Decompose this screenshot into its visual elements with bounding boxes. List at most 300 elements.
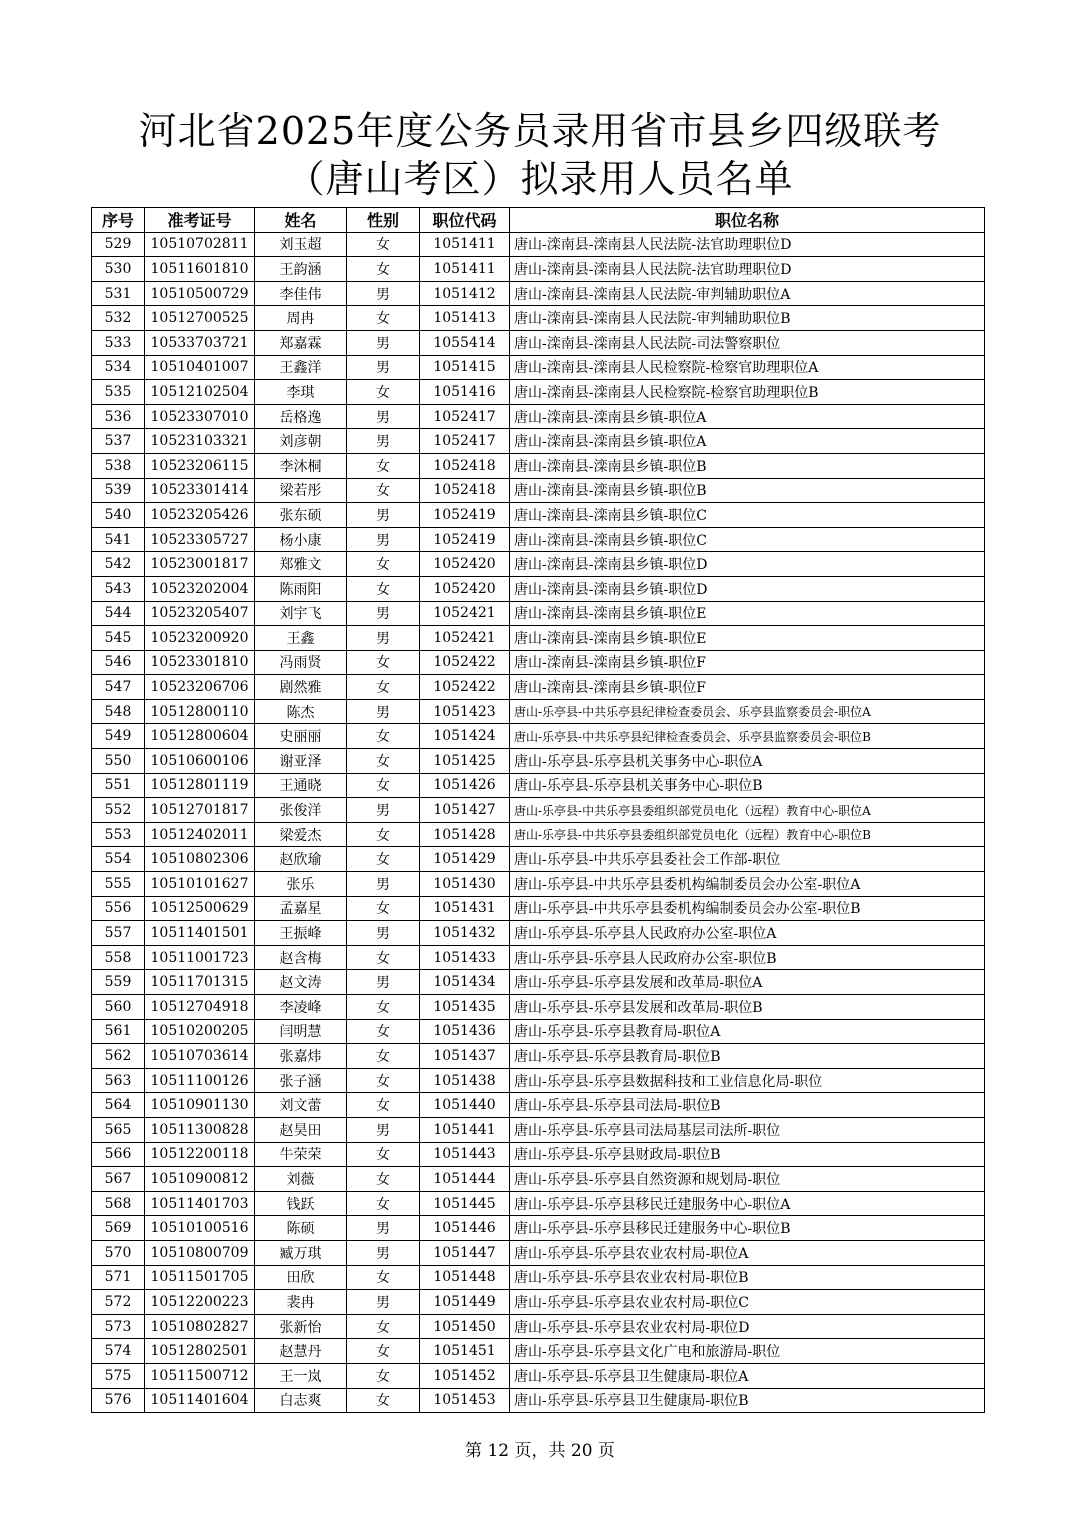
cell-exam-id: 10510500729 [145, 281, 255, 306]
cell-exam-id: 10512701817 [145, 798, 255, 823]
cell-position-name: 唐山-滦南县-滦南县乡镇-职位D [510, 552, 985, 577]
cell-position-code: 1051427 [420, 798, 510, 823]
cell-position-name: 唐山-乐亭县-中共乐亭县委社会工作部-职位 [510, 847, 985, 872]
table-row [92, 921, 985, 946]
cell-serial-no: 529 [92, 232, 145, 257]
cell-gender: 男 [347, 921, 420, 946]
cell-gender: 男 [347, 281, 420, 306]
cell-exam-id: 10523202004 [145, 576, 255, 601]
table-row [92, 749, 985, 774]
cell-exam-id: 10523301810 [145, 650, 255, 675]
cell-gender: 女 [347, 1093, 420, 1118]
cell-serial-no: 530 [92, 257, 145, 282]
cell-name: 刘宇飞 [255, 601, 347, 626]
cell-position-name: 唐山-滦南县-滦南县人民法院-法官助理职位D [510, 232, 985, 257]
cell-gender: 男 [347, 1290, 420, 1315]
cell-position-code: 1051446 [420, 1216, 510, 1241]
cell-position-code: 1052420 [420, 576, 510, 601]
cell-serial-no: 539 [92, 478, 145, 503]
cell-serial-no: 568 [92, 1191, 145, 1216]
cell-gender: 女 [347, 1019, 420, 1044]
cell-position-code: 1051412 [420, 281, 510, 306]
cell-position-name: 唐山-滦南县-滦南县人民检察院-检察官助理职位A [510, 355, 985, 380]
table-row [92, 1191, 985, 1216]
cell-name: 刘薇 [255, 1167, 347, 1192]
cell-name: 剧然雅 [255, 675, 347, 700]
table-row [92, 257, 985, 282]
table-row [92, 1339, 985, 1364]
table-row [92, 281, 985, 306]
cell-position-code: 1051434 [420, 970, 510, 995]
cell-gender: 女 [347, 1068, 420, 1093]
cell-exam-id: 10510802827 [145, 1314, 255, 1339]
table-row [92, 1019, 985, 1044]
table-row [92, 1363, 985, 1388]
cell-position-name: 唐山-滦南县-滦南县人民检察院-检察官助理职位B [510, 380, 985, 405]
cell-exam-id: 10523200920 [145, 626, 255, 651]
cell-name: 赵欣瑜 [255, 847, 347, 872]
cell-name: 张俊洋 [255, 798, 347, 823]
cell-position-name: 唐山-滦南县-滦南县乡镇-职位A [510, 404, 985, 429]
table-row [92, 847, 985, 872]
table-row [92, 404, 985, 429]
cell-exam-id: 10510100516 [145, 1216, 255, 1241]
cell-exam-id: 10523001817 [145, 552, 255, 577]
cell-position-code: 1051441 [420, 1117, 510, 1142]
cell-exam-id: 10511601810 [145, 257, 255, 282]
cell-position-code: 1051451 [420, 1339, 510, 1364]
cell-position-code: 1052418 [420, 453, 510, 478]
cell-position-name: 唐山-滦南县-滦南县人民法院-法官助理职位D [510, 257, 985, 282]
cell-position-code: 1052422 [420, 650, 510, 675]
cell-exam-id: 10510101627 [145, 872, 255, 897]
cell-position-code: 1051437 [420, 1044, 510, 1069]
cell-position-name: 唐山-乐亭县-乐亭县自然资源和规划局-职位 [510, 1167, 985, 1192]
cell-gender: 男 [347, 527, 420, 552]
cell-name: 陈杰 [255, 699, 347, 724]
cell-position-code: 1052419 [420, 527, 510, 552]
cell-exam-id: 10523205407 [145, 601, 255, 626]
cell-exam-id: 10533703721 [145, 330, 255, 355]
cell-name: 赵含梅 [255, 945, 347, 970]
cell-position-name: 唐山-乐亭县-乐亭县农业农村局-职位C [510, 1290, 985, 1315]
cell-name: 赵文涛 [255, 970, 347, 995]
cell-serial-no: 572 [92, 1290, 145, 1315]
table-row [92, 380, 985, 405]
cell-exam-id: 10512500629 [145, 896, 255, 921]
table-row [92, 699, 985, 724]
cell-serial-no: 560 [92, 995, 145, 1020]
cell-exam-id: 10512801119 [145, 773, 255, 798]
cell-serial-no: 570 [92, 1240, 145, 1265]
cell-name: 郑嘉霖 [255, 330, 347, 355]
table-row [92, 970, 985, 995]
cell-gender: 女 [347, 650, 420, 675]
cell-serial-no: 546 [92, 650, 145, 675]
header-position-code: 职位代码 [420, 208, 510, 233]
cell-position-name: 唐山-乐亭县-乐亭县农业农村局-职位A [510, 1240, 985, 1265]
table-row [92, 1142, 985, 1167]
cell-gender: 男 [347, 330, 420, 355]
cell-position-code: 1052419 [420, 503, 510, 528]
cell-serial-no: 563 [92, 1068, 145, 1093]
cell-exam-id: 10510703614 [145, 1044, 255, 1069]
table-row [92, 429, 985, 454]
cell-position-name: 唐山-乐亭县-乐亭县人民政府办公室-职位B [510, 945, 985, 970]
cell-serial-no: 559 [92, 970, 145, 995]
cell-gender: 男 [347, 503, 420, 528]
cell-name: 刘文蕾 [255, 1093, 347, 1118]
cell-position-name: 唐山-乐亭县-乐亭县移民迁建服务中心-职位A [510, 1191, 985, 1216]
cell-position-code: 1052417 [420, 429, 510, 454]
cell-gender: 女 [347, 380, 420, 405]
cell-name: 谢亚泽 [255, 749, 347, 774]
cell-serial-no: 571 [92, 1265, 145, 1290]
cell-gender: 女 [347, 1044, 420, 1069]
cell-position-name: 唐山-滦南县-滦南县乡镇-职位D [510, 576, 985, 601]
cell-exam-id: 10523205426 [145, 503, 255, 528]
cell-exam-id: 10512704918 [145, 995, 255, 1020]
cell-serial-no: 553 [92, 822, 145, 847]
header-gender: 性别 [347, 208, 420, 233]
cell-position-code: 1051447 [420, 1240, 510, 1265]
cell-name: 周冉 [255, 306, 347, 331]
cell-position-code: 1051426 [420, 773, 510, 798]
cell-name: 张新怡 [255, 1314, 347, 1339]
cell-name: 王一岚 [255, 1363, 347, 1388]
cell-position-name: 唐山-乐亭县-乐亭县数据科技和工业信息化局-职位 [510, 1068, 985, 1093]
cell-gender: 女 [347, 945, 420, 970]
cell-gender: 女 [347, 1363, 420, 1388]
cell-serial-no: 548 [92, 699, 145, 724]
cell-position-name: 唐山-滦南县-滦南县乡镇-职位A [510, 429, 985, 454]
cell-position-name: 唐山-滦南县-滦南县乡镇-职位B [510, 453, 985, 478]
cell-name: 白志爽 [255, 1388, 347, 1413]
cell-position-name: 唐山-滦南县-滦南县乡镇-职位E [510, 626, 985, 651]
cell-exam-id: 10523206115 [145, 453, 255, 478]
cell-serial-no: 543 [92, 576, 145, 601]
cell-position-name: 唐山-乐亭县-乐亭县文化广电和旅游局-职位 [510, 1339, 985, 1364]
cell-exam-id: 10511100126 [145, 1068, 255, 1093]
cell-serial-no: 532 [92, 306, 145, 331]
cell-name: 臧万琪 [255, 1240, 347, 1265]
cell-position-code: 1051430 [420, 872, 510, 897]
cell-name: 王韵涵 [255, 257, 347, 282]
cell-gender: 男 [347, 970, 420, 995]
cell-name: 岳格逸 [255, 404, 347, 429]
cell-position-code: 1051411 [420, 257, 510, 282]
cell-exam-id: 10511401703 [145, 1191, 255, 1216]
cell-gender: 女 [347, 232, 420, 257]
table-row [92, 773, 985, 798]
cell-serial-no: 567 [92, 1167, 145, 1192]
cell-position-code: 1051445 [420, 1191, 510, 1216]
cell-position-code: 1051431 [420, 896, 510, 921]
cell-serial-no: 547 [92, 675, 145, 700]
cell-exam-id: 10523103321 [145, 429, 255, 454]
cell-serial-no: 574 [92, 1339, 145, 1364]
cell-name: 陈硕 [255, 1216, 347, 1241]
cell-name: 张东硕 [255, 503, 347, 528]
cell-gender: 男 [347, 601, 420, 626]
cell-position-name: 唐山-乐亭县-乐亭县发展和改革局-职位B [510, 995, 985, 1020]
table-row [92, 896, 985, 921]
cell-position-code: 1051428 [420, 822, 510, 847]
cell-name: 张嘉炜 [255, 1044, 347, 1069]
cell-name: 陈雨阳 [255, 576, 347, 601]
cell-position-name: 唐山-乐亭县-中共乐亭县委组织部党员电化（远程）教育中心-职位B [510, 822, 985, 847]
cell-exam-id: 10512802501 [145, 1339, 255, 1364]
cell-name: 孟嘉星 [255, 896, 347, 921]
header-exam-id: 准考证号 [145, 208, 255, 233]
cell-exam-id: 10512800110 [145, 699, 255, 724]
cell-position-code: 1052417 [420, 404, 510, 429]
cell-exam-id: 10510702811 [145, 232, 255, 257]
cell-serial-no: 536 [92, 404, 145, 429]
cell-serial-no: 554 [92, 847, 145, 872]
cell-exam-id: 10512800604 [145, 724, 255, 749]
cell-serial-no: 544 [92, 601, 145, 626]
table-row [92, 995, 985, 1020]
cell-gender: 女 [347, 1339, 420, 1364]
cell-serial-no: 531 [92, 281, 145, 306]
cell-serial-no: 557 [92, 921, 145, 946]
cell-gender: 男 [347, 699, 420, 724]
cell-name: 郑雅文 [255, 552, 347, 577]
cell-position-code: 1052421 [420, 626, 510, 651]
cell-position-code: 1051413 [420, 306, 510, 331]
table-row [92, 576, 985, 601]
cell-exam-id: 10511401501 [145, 921, 255, 946]
table-row [92, 527, 985, 552]
table-row [92, 872, 985, 897]
table-row [92, 355, 985, 380]
table-row [92, 1093, 985, 1118]
table-row [92, 1290, 985, 1315]
cell-serial-no: 549 [92, 724, 145, 749]
cell-exam-id: 10510600106 [145, 749, 255, 774]
cell-exam-id: 10511001723 [145, 945, 255, 970]
table-header-row [92, 208, 985, 233]
cell-gender: 女 [347, 576, 420, 601]
cell-position-code: 1051415 [420, 355, 510, 380]
cell-serial-no: 562 [92, 1044, 145, 1069]
cell-name: 赵慧丹 [255, 1339, 347, 1364]
cell-position-code: 1051423 [420, 699, 510, 724]
cell-exam-id: 10523307010 [145, 404, 255, 429]
cell-position-code: 1055414 [420, 330, 510, 355]
cell-position-name: 唐山-乐亭县-乐亭县农业农村局-职位D [510, 1314, 985, 1339]
cell-position-name: 唐山-滦南县-滦南县乡镇-职位C [510, 527, 985, 552]
table-row [92, 1068, 985, 1093]
cell-gender: 女 [347, 1191, 420, 1216]
cell-position-name: 唐山-乐亭县-乐亭县人民政府办公室-职位A [510, 921, 985, 946]
document-title-line-1: 河北省2025年度公务员录用省市县乡四级联考 [138, 109, 942, 153]
cell-exam-id: 10511401604 [145, 1388, 255, 1413]
cell-gender: 男 [347, 1216, 420, 1241]
table-row [92, 552, 985, 577]
cell-gender: 女 [347, 552, 420, 577]
cell-position-code: 1051429 [420, 847, 510, 872]
cell-position-name: 唐山-乐亭县-中共乐亭县委机构编制委员会办公室-职位B [510, 896, 985, 921]
cell-name: 裴冉 [255, 1290, 347, 1315]
cell-position-name: 唐山-乐亭县-中共乐亭县纪律检查委员会、乐亭县监察委员会-职位B [510, 724, 985, 749]
cell-exam-id: 10512402011 [145, 822, 255, 847]
cell-serial-no: 566 [92, 1142, 145, 1167]
cell-position-name: 唐山-滦南县-滦南县乡镇-职位E [510, 601, 985, 626]
cell-position-code: 1051433 [420, 945, 510, 970]
cell-gender: 女 [347, 1265, 420, 1290]
table-row [92, 945, 985, 970]
cell-gender: 男 [347, 404, 420, 429]
cell-name: 梁若彤 [255, 478, 347, 503]
cell-position-code: 1051452 [420, 1363, 510, 1388]
table-row [92, 232, 985, 257]
cell-serial-no: 575 [92, 1363, 145, 1388]
cell-gender: 女 [347, 749, 420, 774]
cell-gender: 男 [347, 626, 420, 651]
cell-name: 杨小康 [255, 527, 347, 552]
cell-name: 钱跃 [255, 1191, 347, 1216]
cell-gender: 女 [347, 995, 420, 1020]
cell-gender: 男 [347, 429, 420, 454]
cell-position-code: 1051436 [420, 1019, 510, 1044]
cell-serial-no: 533 [92, 330, 145, 355]
table-row [92, 1044, 985, 1069]
cell-exam-id: 10523301414 [145, 478, 255, 503]
cell-position-name: 唐山-乐亭县-乐亭县卫生健康局-职位B [510, 1388, 985, 1413]
cell-serial-no: 561 [92, 1019, 145, 1044]
cell-gender: 女 [347, 306, 420, 331]
cell-position-name: 唐山-乐亭县-乐亭县司法局基层司法所-职位 [510, 1117, 985, 1142]
cell-exam-id: 10511300828 [145, 1117, 255, 1142]
cell-exam-id: 10511500712 [145, 1363, 255, 1388]
cell-gender: 男 [347, 1117, 420, 1142]
cell-serial-no: 535 [92, 380, 145, 405]
cell-name: 李佳伟 [255, 281, 347, 306]
cell-position-name: 唐山-滦南县-滦南县乡镇-职位B [510, 478, 985, 503]
cell-exam-id: 10510800709 [145, 1240, 255, 1265]
table-row [92, 675, 985, 700]
cell-exam-id: 10512200118 [145, 1142, 255, 1167]
cell-exam-id: 10523305727 [145, 527, 255, 552]
cell-exam-id: 10511501705 [145, 1265, 255, 1290]
cell-serial-no: 552 [92, 798, 145, 823]
cell-gender: 男 [347, 1240, 420, 1265]
cell-name: 张乐 [255, 872, 347, 897]
cell-position-code: 1051450 [420, 1314, 510, 1339]
cell-position-code: 1052421 [420, 601, 510, 626]
cell-serial-no: 558 [92, 945, 145, 970]
cell-gender: 女 [347, 478, 420, 503]
cell-serial-no: 542 [92, 552, 145, 577]
cell-position-code: 1051443 [420, 1142, 510, 1167]
cell-position-code: 1052420 [420, 552, 510, 577]
cell-exam-id: 10511701315 [145, 970, 255, 995]
cell-position-code: 1051444 [420, 1167, 510, 1192]
cell-serial-no: 576 [92, 1388, 145, 1413]
cell-position-name: 唐山-乐亭县-中共乐亭县委机构编制委员会办公室-职位A [510, 872, 985, 897]
cell-name: 史丽丽 [255, 724, 347, 749]
cell-serial-no: 555 [92, 872, 145, 897]
table-row [92, 1314, 985, 1339]
cell-gender: 女 [347, 453, 420, 478]
cell-exam-id: 10510802306 [145, 847, 255, 872]
cell-position-name: 唐山-滦南县-滦南县乡镇-职位F [510, 650, 985, 675]
cell-exam-id: 10512102504 [145, 380, 255, 405]
cell-serial-no: 550 [92, 749, 145, 774]
cell-position-name: 唐山-乐亭县-乐亭县机关事务中心-职位B [510, 773, 985, 798]
cell-gender: 男 [347, 355, 420, 380]
cell-serial-no: 556 [92, 896, 145, 921]
cell-position-name: 唐山-乐亭县-乐亭县发展和改革局-职位A [510, 970, 985, 995]
cell-name: 王振峰 [255, 921, 347, 946]
table-row [92, 822, 985, 847]
page-footer: 第 12 页，共 20 页 [465, 1441, 615, 1461]
cell-position-code: 1052418 [420, 478, 510, 503]
table-row [92, 503, 985, 528]
table-row [92, 650, 985, 675]
table-row [92, 1388, 985, 1413]
cell-position-name: 唐山-滦南县-滦南县人民法院-审判辅助职位A [510, 281, 985, 306]
table-row [92, 1240, 985, 1265]
cell-position-name: 唐山-乐亭县-乐亭县司法局-职位B [510, 1093, 985, 1118]
cell-position-code: 1051448 [420, 1265, 510, 1290]
cell-position-name: 唐山-乐亭县-乐亭县移民迁建服务中心-职位B [510, 1216, 985, 1241]
cell-gender: 女 [347, 822, 420, 847]
cell-gender: 女 [347, 1167, 420, 1192]
cell-position-name: 唐山-乐亭县-乐亭县卫生健康局-职位A [510, 1363, 985, 1388]
cell-name: 梁爱杰 [255, 822, 347, 847]
cell-exam-id: 10512200223 [145, 1290, 255, 1315]
cell-gender: 女 [347, 675, 420, 700]
cell-exam-id: 10512700525 [145, 306, 255, 331]
cell-name: 牛荣荣 [255, 1142, 347, 1167]
table-row [92, 1216, 985, 1241]
cell-gender: 女 [347, 847, 420, 872]
cell-name: 李凌峰 [255, 995, 347, 1020]
cell-exam-id: 10510901130 [145, 1093, 255, 1118]
cell-gender: 女 [347, 257, 420, 282]
cell-position-name: 唐山-乐亭县-中共乐亭县纪律检查委员会、乐亭县监察委员会-职位A [510, 699, 985, 724]
cell-name: 刘玉超 [255, 232, 347, 257]
cell-position-name: 唐山-乐亭县-乐亭县农业农村局-职位B [510, 1265, 985, 1290]
cell-exam-id: 10523206706 [145, 675, 255, 700]
cell-serial-no: 534 [92, 355, 145, 380]
table-row [92, 478, 985, 503]
table-row [92, 724, 985, 749]
document-title-line-2: （唐山考区）拟录用人员名单 [286, 157, 794, 201]
cell-position-code: 1051425 [420, 749, 510, 774]
cell-position-name: 唐山-乐亭县-中共乐亭县委组织部党员电化（远程）教育中心-职位A [510, 798, 985, 823]
cell-position-name: 唐山-乐亭县-乐亭县教育局-职位B [510, 1044, 985, 1069]
table-row [92, 330, 985, 355]
cell-gender: 女 [347, 896, 420, 921]
cell-position-code: 1051424 [420, 724, 510, 749]
cell-name: 闫明慧 [255, 1019, 347, 1044]
cell-gender: 女 [347, 724, 420, 749]
cell-position-code: 1052422 [420, 675, 510, 700]
cell-position-name: 唐山-乐亭县-乐亭县机关事务中心-职位A [510, 749, 985, 774]
table-row [92, 601, 985, 626]
cell-name: 赵昊田 [255, 1117, 347, 1142]
table-row [92, 798, 985, 823]
admission-roster-table [91, 207, 985, 1413]
cell-name: 王鑫 [255, 626, 347, 651]
cell-name: 王通晓 [255, 773, 347, 798]
table-row [92, 1265, 985, 1290]
cell-position-code: 1051416 [420, 380, 510, 405]
